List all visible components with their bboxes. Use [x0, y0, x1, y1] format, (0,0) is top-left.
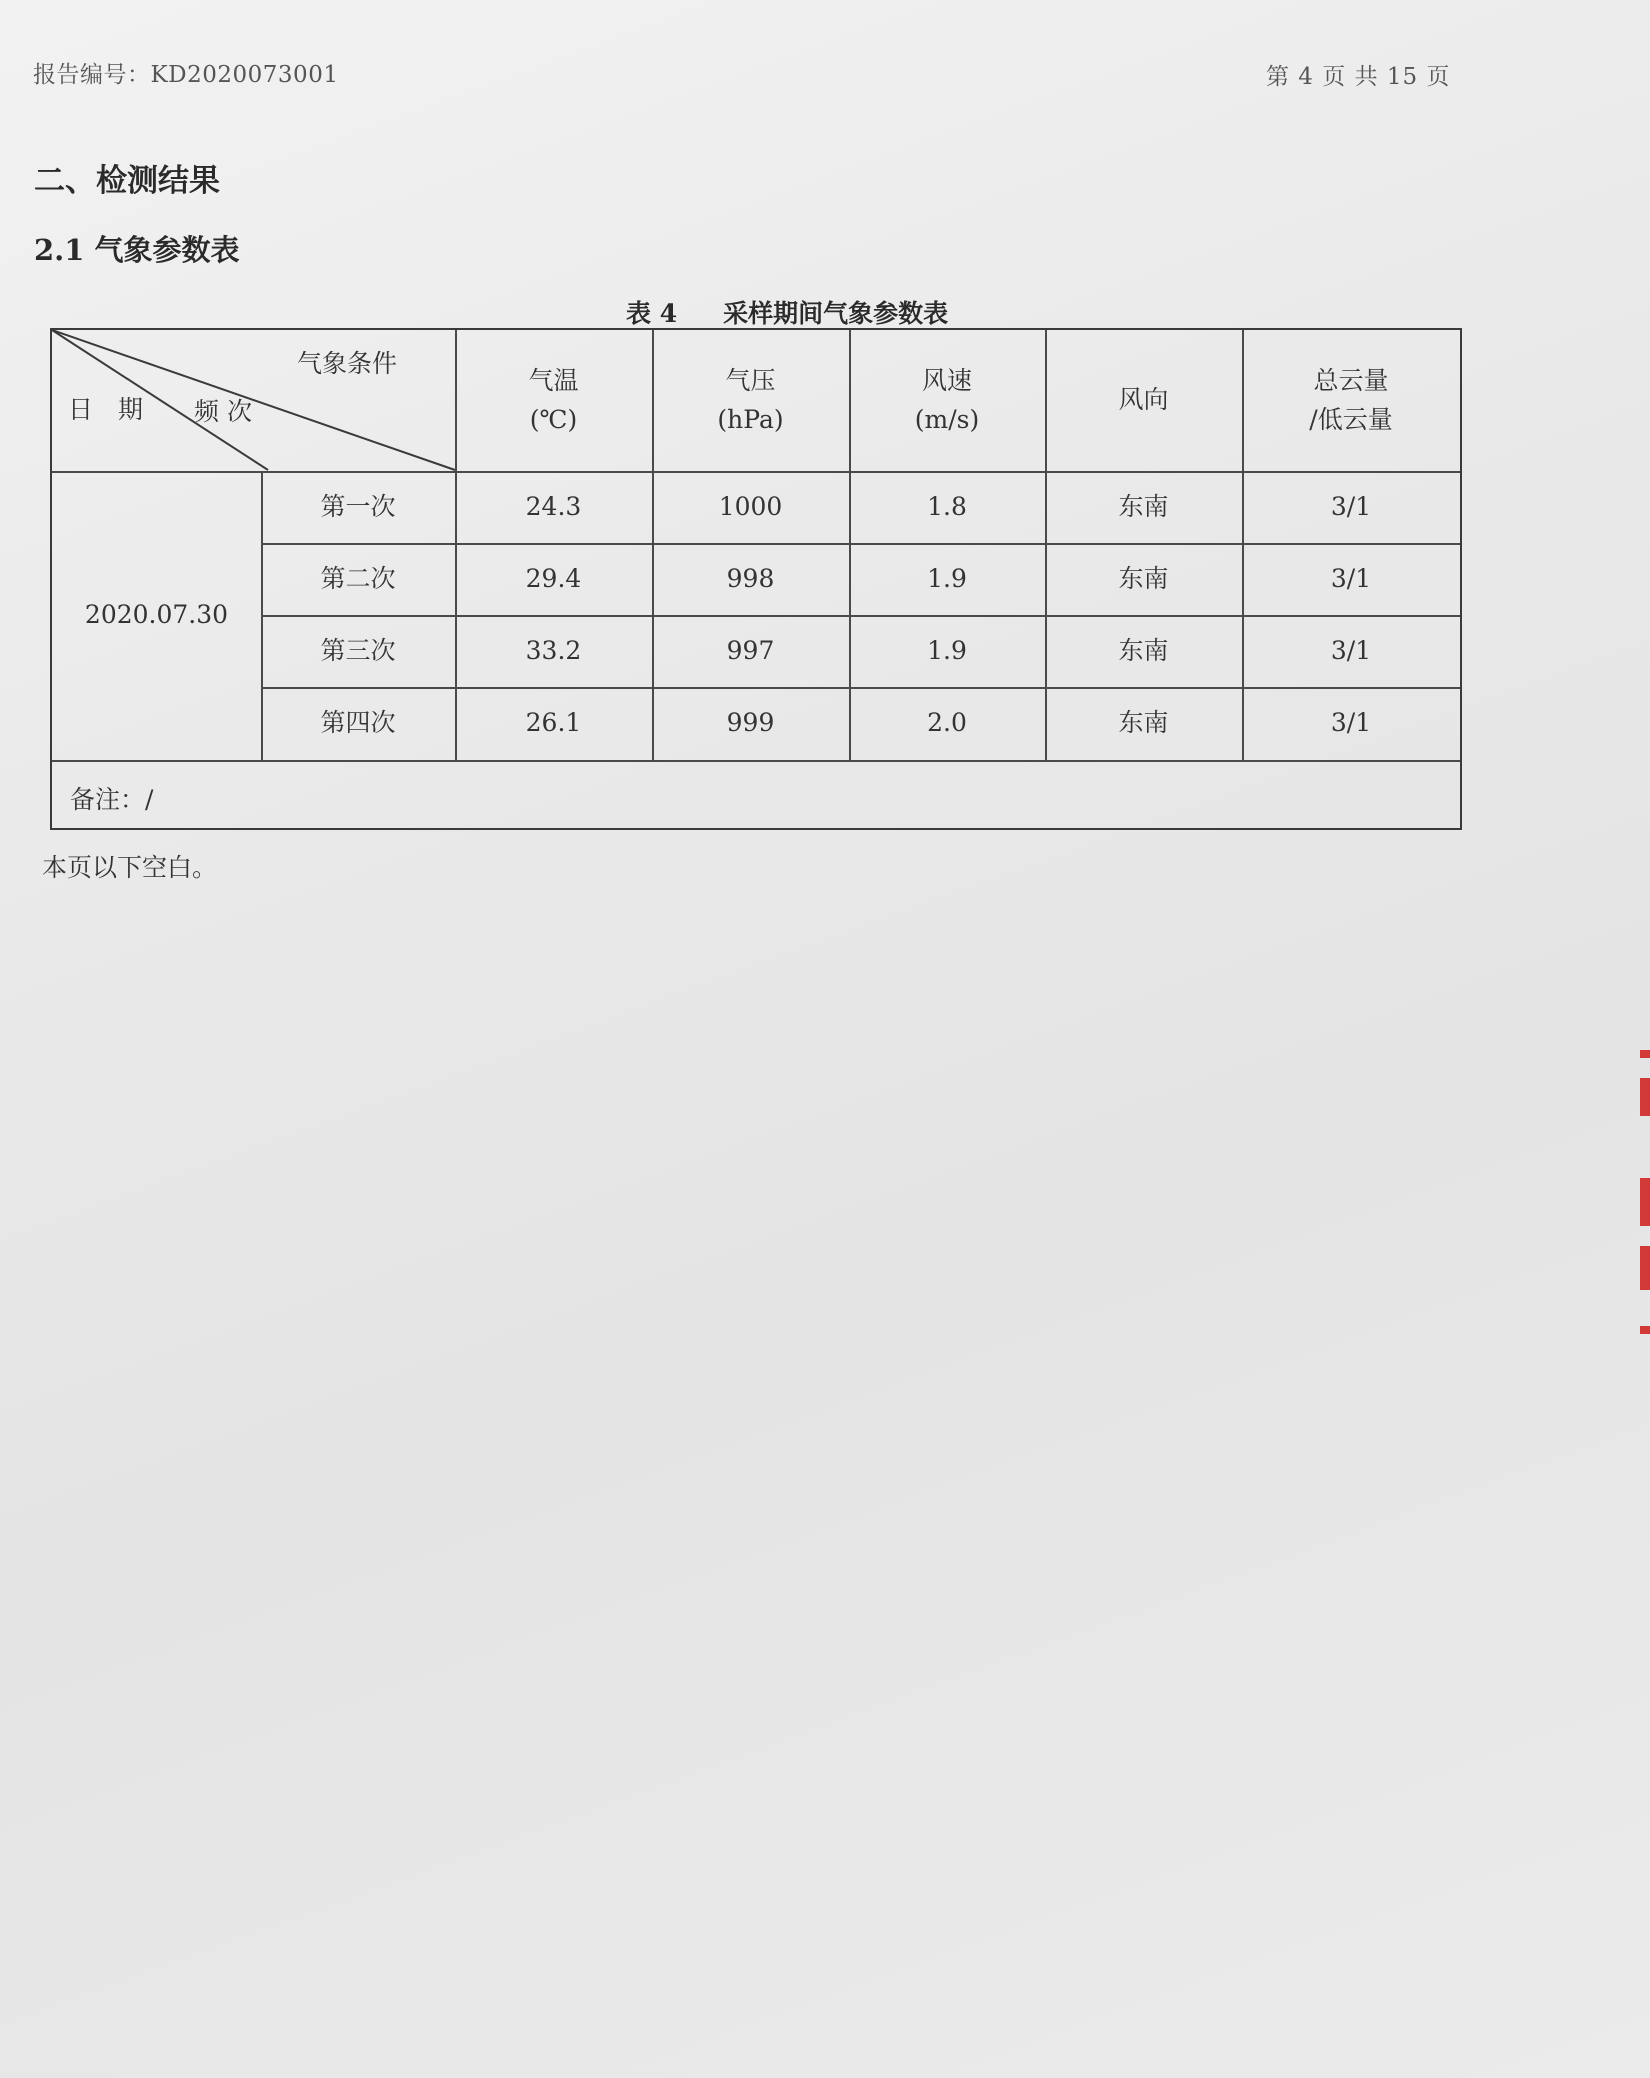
- wind-direction-cell: 东南: [1118, 563, 1169, 593]
- table-caption-title: 采样期间气象参数表: [723, 299, 949, 328]
- column-header-pressure: [652, 330, 849, 471]
- column-unit: /低云量: [1309, 404, 1393, 434]
- column-name: 风速: [921, 365, 972, 395]
- stamp-edge-mark: [1640, 1078, 1650, 1116]
- column-unit: (hPa): [717, 404, 784, 434]
- pressure-cell: 999: [726, 708, 775, 738]
- pressure-cell: 997: [726, 635, 775, 665]
- cloud-cover-cell: 3/1: [1330, 563, 1372, 593]
- table-caption-number: 表 4: [626, 299, 678, 328]
- frequency-cell: 第二次: [320, 563, 396, 593]
- column-name: 气压: [725, 365, 776, 395]
- column-name: 风向: [1118, 385, 1169, 415]
- corner-label-date: 日 期: [68, 395, 144, 424]
- column-name: 总云量: [1313, 365, 1389, 395]
- wind-direction-cell: 东南: [1118, 491, 1169, 521]
- cloud-cover-cell: 3/1: [1330, 635, 1372, 665]
- wind-speed-cell: 1.9: [927, 635, 967, 665]
- weather-parameter-table: [50, 328, 1462, 830]
- report-number: 报告编号：KD2020073001: [33, 62, 339, 88]
- temperature-cell: 26.1: [525, 708, 582, 738]
- column-name: 气温: [528, 365, 579, 395]
- cloud-cover-cell: 3/1: [1330, 708, 1372, 738]
- stamp-edge-mark: [1640, 1246, 1650, 1290]
- stamp-edge-mark: [1640, 1326, 1650, 1334]
- wind-direction-cell: 东南: [1118, 635, 1169, 665]
- wind-speed-cell: 1.8: [927, 491, 967, 521]
- wind-speed-cell: 2.0: [927, 708, 967, 738]
- frequency-cell: 第三次: [320, 635, 396, 665]
- corner-label-frequency: 频 次: [194, 397, 252, 426]
- cloud-cover-cell: 3/1: [1330, 491, 1372, 521]
- stamp-edge-mark: [1640, 1050, 1650, 1058]
- column-header-temperature: [455, 330, 652, 471]
- column-unit: (m/s): [914, 404, 980, 434]
- pressure-cell: 998: [726, 563, 775, 593]
- frequency-cell: 第一次: [320, 491, 396, 521]
- date-cell: 2020.07.30: [84, 600, 229, 630]
- subsection-title: 2.1 气象参数表: [34, 233, 240, 267]
- column-header-wind-speed: [849, 330, 1045, 471]
- frequency-cell: 第四次: [320, 708, 396, 738]
- wind-speed-cell: 1.9: [927, 563, 967, 593]
- stamp-edge-mark: [1640, 1178, 1650, 1226]
- table-remark: 备注：/: [70, 785, 154, 814]
- row-divider: [52, 760, 1460, 762]
- wind-direction-cell: 东南: [1118, 708, 1169, 738]
- temperature-cell: 33.2: [525, 635, 582, 665]
- column-header-wind-direction: [1045, 330, 1242, 471]
- temperature-cell: 24.3: [525, 491, 582, 521]
- column-header-cloud-cover: [1242, 330, 1460, 471]
- table-caption: [626, 294, 948, 330]
- blank-page-note: 本页以下空白。: [42, 853, 218, 882]
- page-number: 第 4 页 共 15 页: [1266, 64, 1451, 90]
- pressure-cell: 1000: [718, 491, 783, 521]
- column-unit: (℃): [529, 404, 578, 434]
- section-title: 二、检测结果: [34, 163, 220, 199]
- temperature-cell: 29.4: [525, 563, 582, 593]
- corner-label-conditions: 气象条件: [297, 349, 398, 378]
